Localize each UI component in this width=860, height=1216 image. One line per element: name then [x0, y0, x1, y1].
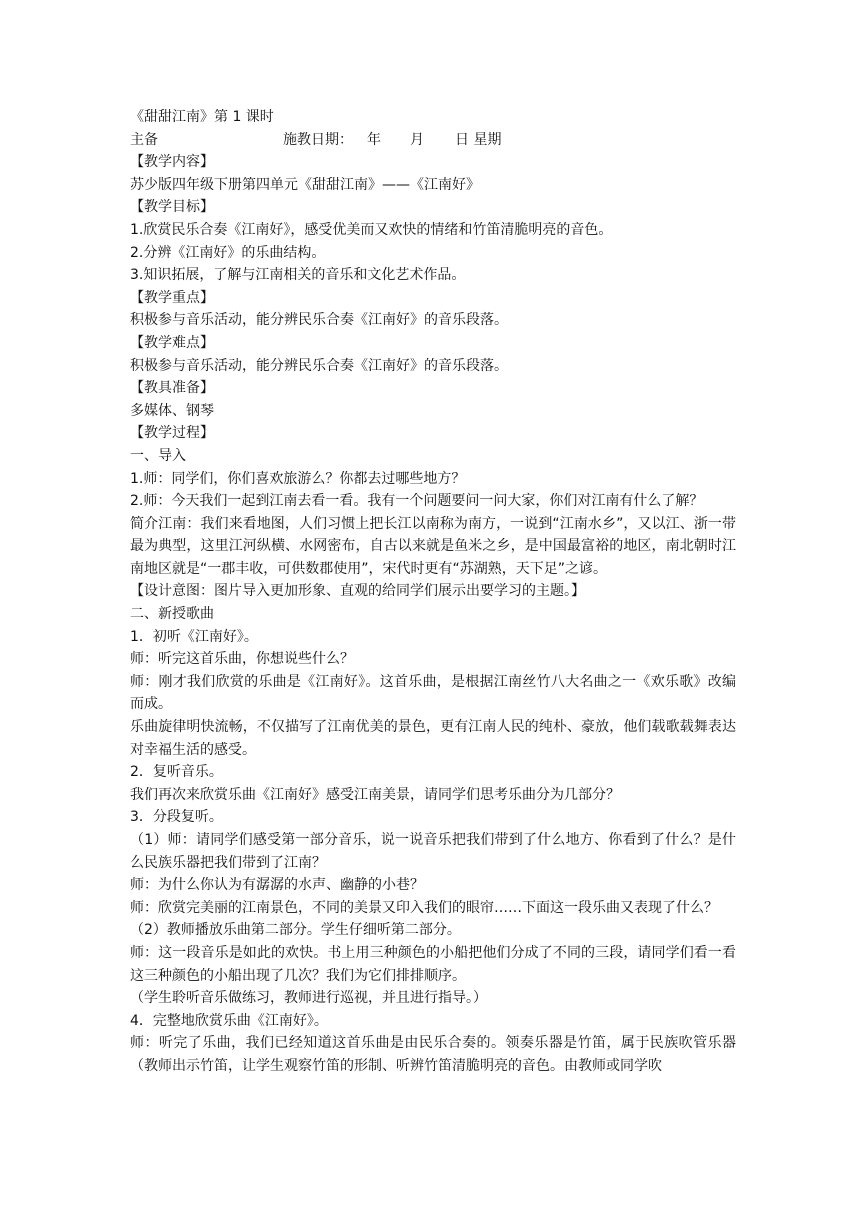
section-heading: 【教具准备】: [130, 380, 214, 397]
meta-day-week: 日 星期: [455, 131, 502, 148]
paragraph: 2．复听音乐。: [130, 764, 223, 781]
paragraph: 师：这一段音乐是如此的欢快。书上用三种颜色的小船把他们分成了不同的三段，请同学们看一看这三种颜色的小船出现了几次？我们为它们排排顺序。: [130, 944, 736, 984]
section-heading: 【教学目标】: [130, 199, 214, 216]
paragraph: 乐曲旋律明快流畅，不仅描写了江南优美的景色，更有江南人民的纯朴、豪放，他们载歌载舞表达对幸福生活的感受。: [130, 719, 736, 758]
paragraph: （2）教师播放乐曲第二部分。学生仔细听第二部分。: [130, 922, 461, 939]
document-page: [130, 106, 736, 1078]
tools-text: 多媒体、钢琴: [130, 402, 214, 419]
process-heading: 二、新授歌曲: [130, 606, 214, 623]
section-heading: 【教学过程】: [130, 425, 214, 442]
process-heading: 一、导入: [130, 447, 186, 464]
paragraph: 师：听完这首乐曲，你想说些什么？: [130, 651, 354, 668]
key-text: 积极参与音乐活动，能分辨民乐合奏《江南好》的音乐段落。: [130, 312, 508, 329]
paragraph: 3．分段复听。: [130, 809, 223, 826]
content-text: 苏少版四年级下册第四单元《甜甜江南》——《江南好》: [130, 176, 480, 193]
paragraph: 2.师：今天我们一起到江南去看一看。我有一个问题要问一问大家，你们对江南有什么了解？: [130, 493, 704, 510]
goal-item: 1.欣赏民乐合奏《江南好》，感受优美而又欢快的情绪和竹笛清脆明亮的音色。: [130, 221, 613, 238]
lesson-meta: [130, 129, 736, 152]
meta-month: 月: [410, 131, 424, 148]
section-heading: 【教学难点】: [130, 334, 214, 351]
paragraph: 师：听完了乐曲，我们已经知道这首乐曲是由民乐合奏的。领奏乐器是竹笛，属于民族吹管乐器（教师出示竹笛，让学生观察竹笛的形制、听辨竹笛清脆明亮的音色。由教师或同学吹: [130, 1035, 736, 1074]
section-heading: 【教学内容】: [130, 154, 214, 171]
paragraph: 简介江南：我们来看地图，人们习惯上把长江以南称为南方，一说到“江南水乡”，又以江、浙一带最为典型，这里江河纵横、水网密布，自古以来就是鱼米之乡，是中国最富裕的地区，南北朝时江南地区就是“一郡丰收，可供数郡使用”，宋代时更有“苏湖熟，天下足”之谚。: [130, 515, 736, 577]
paragraph: 1.师：同学们，你们喜欢旅游么？你都去过哪些地方？: [130, 470, 466, 487]
paragraph: 师：刚才我们欣赏的乐曲是《江南好》。这首乐曲，是根据江南丝竹八大名曲之一《欢乐歌》改编而成。: [130, 673, 736, 713]
design-intent: 【设计意图：图片导入更加形象、直观的给同学们展示出要学习的主题。】: [130, 583, 585, 600]
goal-item: 2.分辨《江南好》的乐曲结构。: [130, 244, 326, 261]
paragraph: 4．完整地欣赏乐曲《江南好》。: [130, 1012, 328, 1029]
difficulty-text: 积极参与音乐活动，能分辨民乐合奏《江南好》的音乐段落。: [130, 357, 508, 374]
paragraph: （1）师：请同学们感受第一部分音乐，说一说音乐把我们带到了什么地方、你看到了什么？是什么民族乐器把我们带到了江南？: [130, 832, 736, 871]
paragraph: 师：为什么你认为有潺潺的水声、幽静的小巷？: [130, 877, 424, 894]
paragraph: 师：欣赏完美丽的江南景色，不同的美景又印入我们的眼帘……下面这一段乐曲又表现了什么？: [130, 899, 718, 916]
paragraph: 1．初听《江南好》。: [130, 628, 258, 645]
paragraph: 我们再次来欣赏乐曲《江南好》感受江南美景，请同学们思考乐曲分为几部分？: [130, 786, 620, 803]
goal-item: 3.知识拓展，了解与江南相关的音乐和文化艺术作品。: [130, 267, 466, 284]
paragraph: （学生聆听音乐做练习，教师进行巡视，并且进行指导。）: [130, 990, 487, 1007]
section-heading: 【教学重点】: [130, 289, 214, 306]
meta-zhubei: 主备: [130, 131, 158, 148]
lesson-title: 《甜甜江南》第 1 课时: [130, 109, 274, 125]
meta-year: 年: [367, 131, 381, 148]
meta-date-label: 施教日期：: [283, 131, 353, 148]
